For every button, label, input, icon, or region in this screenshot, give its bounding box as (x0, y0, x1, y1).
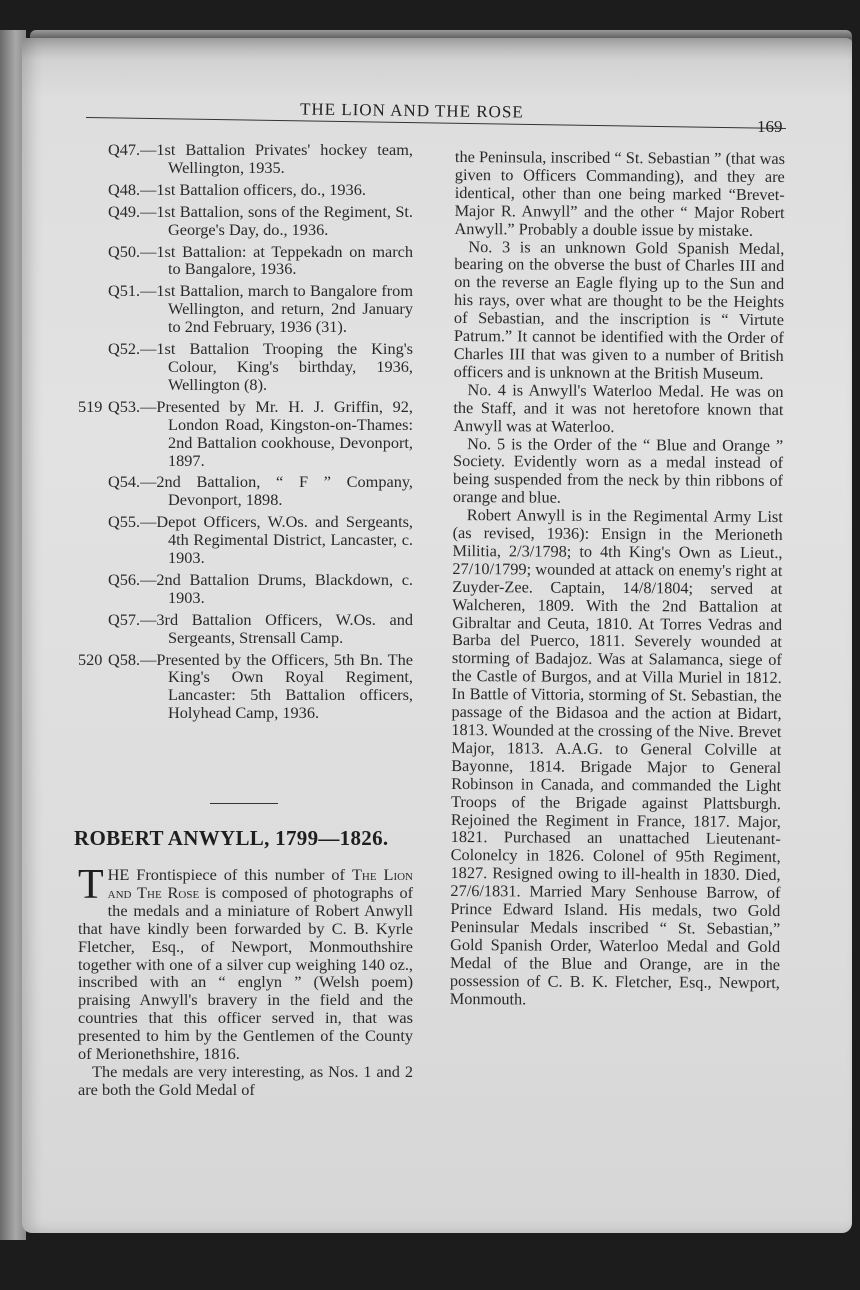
margin-reference: 520 (78, 649, 103, 669)
article-title: ROBERT ANWYLL, 1799—1826. (74, 826, 389, 850)
entry-number: Q47. (108, 140, 141, 159)
entry-text: —1st Battalion, sons of the Regiment, St. George's Day, do., 1936. (140, 201, 413, 239)
entry-text: —Presented by Mr. H. J. Griffin, 92, London Road, Kingston-on-Thames: 2nd Battalion cookhouse, Devonport, 1897. (140, 396, 413, 470)
entry-text: —1st Battalion Privates' hockey team, Wellington, 1935. (140, 140, 413, 177)
journal-name-smallcaps: The Lion and The Rose (107, 865, 413, 902)
photo-list-entry (78, 611, 413, 647)
entry-text: —Depot Officers, W.Os. and Sergeants, 4th Regimental District, Lancaster, c. 1903. (140, 512, 413, 568)
article-body-left (78, 862, 414, 1099)
drop-cap: T (78, 862, 104, 908)
entry-number: Q57. (108, 609, 141, 629)
entry-number: Q54. (108, 472, 141, 492)
entry-number: Q55. (108, 512, 141, 532)
running-head-title: THE LION AND THE ROSE (299, 99, 524, 122)
article-paragraph: No. 4 is Anwyll's Waterloo Medal. He was on the Staff, and it was not heretofore known that Anwyll was at Waterloo. (453, 379, 784, 436)
photo-list-entry (78, 203, 413, 239)
article-paragraph: the Peninsula, inscribed “ St. Sebastian ” (that was given to Officers Commanding), and they are identical, other than one being marked “Brevet-Major R. Anwyll” and the other “ Major Robert Anwyll.” Probably a double issue by mistake. (454, 147, 785, 240)
article-paragraph: Robert Anwyll is in the Regimental Army List (as revised, 1936): Ensign in the Merioneth Militia, 2/3/1798; to 4th King's Own as Lieut., 27/10/1799; wounded at attack on enemy's right at Zuyder-Zee. Captain, 14/8/1804; served at Walcheren, 1809. With the 2nd Battalion at Gibraltar and Ceuta, 1810. At Torres Vedras and Barba del Puerco, 1811. Severely wounded at storming of Badajoz. Was at Salamanca, siege of the Castle of Burgos, and at Villa Muriel in 1812. In Battle of Vittoria, storming of St. Sebastian, the passage of the Bidasoa and the action at Bidart, 1813. Wounded at the crossing of the Nive. Brevet Major, 1813. A.A.G. to General Colville at Bayonne, 1814. Brigade Major to General Robinson in Canada, and commanded the Light Troops of the Brigade against Plattsburgh. Rejoined the Regiment in France, 1817. Major, 1821. Purchased an unattached Lieutenant-Colonelcy in 1826. Colonel of 95th Regiment, 1827. Resigned owing to ill-health in 1830. Died, 27/6/1831. Married Mary Senhouse Barrow, of Prince Edward Island. His medals, two Gold Peninsular Medals inscribed “ St. Sebastian,” Gold Spanish Order, Waterloo Medal and Gold Medal of the Blue and Orange, are in the possession of C. B. K. Fletcher, Esq., Newport, Monmouth. (449, 505, 783, 1009)
entry-number: Q49. (108, 201, 141, 221)
entry-number: Q53. (108, 396, 141, 416)
photo-list (78, 141, 413, 726)
article-paragraph-1 (78, 862, 414, 1064)
article-paragraph: No. 5 is the Order of the “ Blue and Orange ” Society. Evidently worn as a medal instead of being suspended from the neck by thin ribbons of orange and blue. (452, 433, 784, 507)
article-body-right (450, 148, 785, 1009)
entry-number: Q52. (108, 339, 141, 359)
para1-rest: is composed of photographs of the medals and a miniature of Robert Anwyll that have kindly been forwarded by C. B. Kyrle Fletcher, Esq., of Newport, Monmouthshire together with one of a silver cup weighing 140 oz., inscribed with an “ englyn ” (Welsh poem) praising Anwyll's bravery in the field and the countries that this officer served in, that was presented to him by the Gentlemen of the County of Merionethshire, 1816. (78, 882, 414, 1064)
photo-list-entry (78, 282, 413, 336)
entry-text: —3rd Battalion Officers, W.Os. and Sergeants, Strensall Camp. (140, 609, 413, 647)
entry-number: Q48. (108, 179, 141, 199)
photo-list-entry (78, 181, 413, 199)
photo-list-entry (78, 651, 413, 723)
photo-list-entry (78, 398, 413, 470)
entry-text: —1st Battalion: at Teppekadn on march to Bangalore, 1936. (140, 241, 413, 279)
photo-list-entry (78, 513, 413, 567)
photo-list-entry (78, 571, 413, 607)
article-paragraph: No. 3 is an unknown Gold Spanish Medal, bearing on the obverse the bust of Charles III and on the reverse an Eagle flying up to the Sun and his rays, over what are thought to be the Heights of Sebastian, and the inscription is “ Virtute Patrum.” It cannot be identified with the Order of Charles III that was given to a number of British officers and is unknown at the British Museum. (453, 236, 785, 383)
entry-number: Q58. (108, 649, 141, 669)
entry-number: Q56. (108, 569, 141, 589)
entry-text: —Presented by the Officers, 5th Bn. The King's Own Royal Regiment, Lancaster: 5th Battalion officers, Holyhead Camp, 1936. (140, 649, 413, 723)
entry-text: —2nd Battalion, “ F ” Company, Devonport, 1898. (140, 472, 413, 510)
photo-list-entry (78, 243, 413, 279)
section-divider (210, 803, 278, 804)
article-paragraph-2: The medals are very interesting, as Nos. 1 and 2 are both the Gold Medal of (78, 1061, 413, 1099)
entry-number: Q50. (108, 241, 141, 261)
entry-number: Q51. (108, 281, 141, 301)
margin-reference: 519 (78, 396, 103, 416)
entry-text: —1st Battalion officers, do., 1936. (140, 179, 366, 199)
para1-start: HE Frontispiece of this number of (107, 865, 352, 884)
entry-text: —1st Battalion Trooping the King's Colour, King's birthday, 1936, Wellington (8). (140, 339, 413, 394)
photo-list-entry (78, 473, 413, 509)
entry-text: —2nd Battalion Drums, Blackdown, c. 1903. (140, 569, 413, 607)
entry-text: —1st Battalion, march to Bangalore from Wellington, and return, 2nd January to 2nd February, 1936 (31). (140, 281, 413, 337)
photo-list-entry (78, 141, 413, 177)
page-number: 169 (757, 117, 783, 136)
photo-list-entry (78, 340, 413, 394)
